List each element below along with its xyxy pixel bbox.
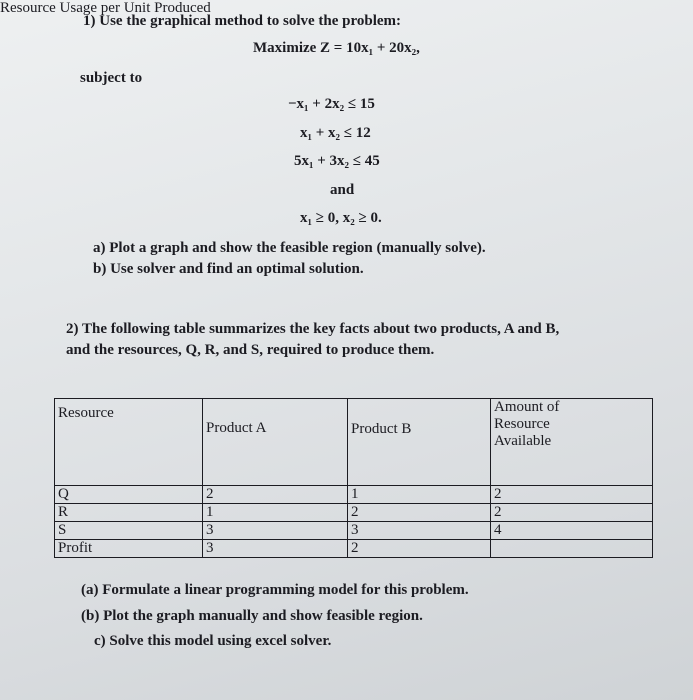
table-row [55,522,653,540]
table-row [55,540,653,558]
cell-product-a: 3 [203,522,348,540]
header-amount-line-3: Available [494,433,552,449]
header-product-a-cell [203,399,348,486]
cell-resource: Q [55,486,203,504]
cell-resource: Profit [55,540,203,558]
cell-available [491,540,653,558]
cell-available: 2 [491,486,653,504]
cell-product-b: 1 [348,486,491,504]
header-product-b: Product B [348,399,491,486]
q1-constraint-3: 5x₁ + 3x₂ ≤ 45 [294,153,380,169]
q1-and: and [330,182,355,198]
cell-product-b: 2 [348,540,491,558]
cell-product-b: 3 [348,522,491,540]
cell-product-a: 3 [203,540,348,558]
cell-available: 4 [491,522,653,540]
q1-subject-to: subject to [80,70,143,86]
table-header-row [55,399,653,486]
cell-resource: S [55,522,203,540]
header-product-a: Product A [206,420,267,436]
cell-product-a: 2 [203,486,348,504]
header-amount-cell [491,399,653,486]
q1-heading: 1) Use the graphical method to solve the problem: [83,13,402,29]
q1-part-a: a) Plot a graph and show the feasible region (manually solve). [93,240,486,256]
q2-intro-line-1: 2) The following table summarizes the key facts about two products, A and B, [66,321,560,337]
resource-table [54,398,653,558]
header-amount-line-1: Amount of [494,399,560,415]
cell-available: 2 [491,504,653,522]
cell-product-a: 1 [203,504,348,522]
header-amount-line-2: Resource [494,416,550,432]
q1-part-b: b) Use solver and find an optimal solution. [93,261,364,277]
header-usage: Resource Usage per Unit Produced [0,0,211,16]
header-resource: Resource [55,399,203,486]
q1-nonnegativity: x₁ ≥ 0, x₂ ≥ 0. [300,210,382,226]
q2-intro-line-2: and the resources, Q, R, and S, required to produce them. [66,342,435,358]
q2-part-a: (a) Formulate a linear programming model for this problem. [81,582,469,598]
table-row [55,486,653,504]
q1-constraint-1: −x₁ + 2x₂ ≤ 15 [288,96,375,112]
cell-product-b: 2 [348,504,491,522]
q1-objective: Maximize Z = 10x₁ + 20x₂, [253,40,420,56]
cell-resource: R [55,504,203,522]
q1-constraint-2: x₁ + x₂ ≤ 12 [300,125,371,141]
q2-part-b: (b) Plot the graph manually and show feasible region. [81,608,423,624]
table-row [55,504,653,522]
q2-part-c: c) Solve this model using excel solver. [94,633,332,649]
